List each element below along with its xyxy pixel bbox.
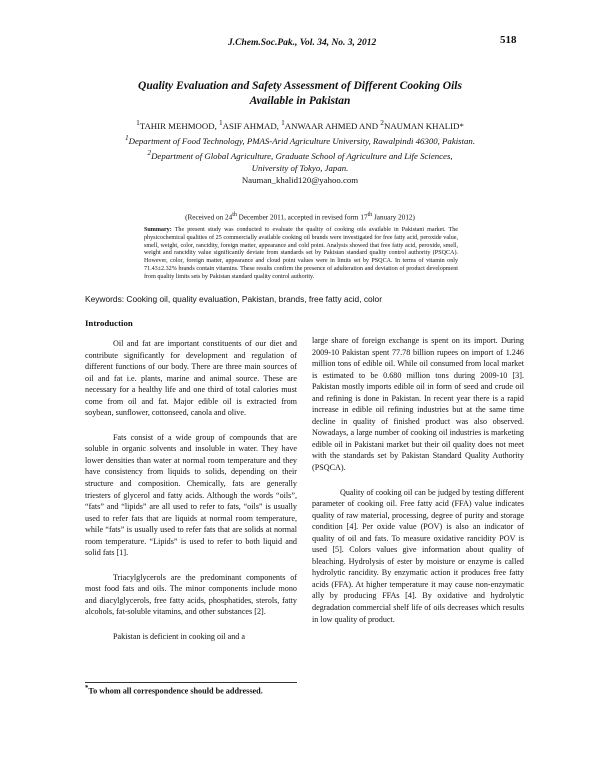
title-line-2: Available in Pakistan bbox=[249, 95, 351, 107]
paragraph: Fats consist of a wide group of compounds that are soluble in organic solvents and insoluble in water. They have lower densities than water at normal room temperature and they have consistency from liquids to solids, depending on their structure and composition. Chemically, fats are generally triesters of glycerol and fatty acids. Although the words “oils”, “fats” and “lipids” are all used to refer to fats, “oils” is usually used to refer fats that are liquids at normal room temperature, while “fats” is usually used to refer fats that are solids at normal room temperature. “Lipids” is used to refer to both liquid and solid fats [1]. bbox=[85, 432, 297, 558]
paragraph: large share of foreign exchange is spent on its import. During 2009-10 Pakistan spent 77.78 billion rupees on import of 1.246 million tons of edible oil. While oil consumed from local market is estimated to be 0.680 million tons during 2009-10 [3]. Pakistan mostly imports edible oil in form of seed and crude oil and refining is done in Pakistan. In recent year there is a rapid increase in edible oil refining industries but at the same time decline in quality of finished product was also observed. Nowadays, a large number of cooking oil industries is marketing edible oil in Pakistani market but their oil quality does not meet with the standards set by Pakistan Standard Quality Authority (PSQCA). bbox=[312, 336, 524, 473]
correspondence-footnote: *To whom all correspondence should be addressed. bbox=[85, 685, 263, 696]
received-dates: (Received on 24th December 2011, accepted in revised form 17th January 2012) bbox=[185, 212, 415, 222]
section-heading: Introduction bbox=[85, 318, 133, 328]
left-column bbox=[85, 338, 297, 643]
abstract bbox=[144, 227, 458, 282]
affiliation-2-cont: University of Tokyo, Japan. bbox=[251, 162, 349, 173]
right-column bbox=[312, 335, 524, 625]
abstract-text: The present study was conducted to evaluate the quality of cooking oils available in Pakistani market. The physicochemical qualities of 25 commercially available cooking oil brands were investigated for free fatty acid, peroxide value, smell, weight, color, rancidity, foreign matter, appearance and cold point. Analysis showed that free fatty acid, peroxide, smell, weight and rancidity value significantly deviate from standards set by Pakistan standard quality control authority (PSQCA). However, color, foreign matter, appearance and cloud point values were in limits set by PSQCA. In terms of vitamin only 71.43±2.32% brands contain vitamins. These results confirm the presence of adulteration and deviation of product development from quality limits sets by Pakistan standard quality control authority. bbox=[144, 227, 458, 280]
author-block bbox=[60, 117, 540, 186]
affiliation-2: $^2$Department of Global Agriculture, Graduate School of Agriculture and Life Sciences, bbox=[147, 147, 453, 161]
title-line-1: Quality Evaluation and Safety Assessment of Different Cooking Oils bbox=[138, 80, 462, 92]
abstract-label: Summary: bbox=[144, 227, 172, 233]
keywords: Keywords: Cooking oil, quality evaluation, Pakistan, brands, free fatty acid, color bbox=[85, 294, 383, 304]
paragraph: Quality of cooking oil can be judged by testing different parameter of cooking oil. Free fatty acid (FFA) value indicates quality of raw material, processing, degree of purity and storage condition [4]. Per oxide value (POV) is also an indicator of quality of oil and fats. To measure oxidative rancidity POV is used [5]. Colors values give information about quality of bleaching. Hydrolysis of ester by moisture or enzyme is called hydrolytic rancidity. By enzymatic action it produces free fatty acids (FFA). At higher temperature it may cause non-enzymatic ally by producing FFAs [4]. By oxidative and hydrolytic degradation commercial shelf life of oils decreases which results in low quality of product. bbox=[312, 487, 524, 624]
paragraph: Pakistan is deficient in cooking oil and a bbox=[113, 632, 246, 642]
affiliation-1: $^1$Department of Food Technology, PMAS-Arid Agriculture University, Rawalpindi 46300, Pakistan. bbox=[124, 132, 476, 146]
author-email: Nauman_khalid120@yahoo.com bbox=[241, 174, 359, 185]
author-names: $^1$TAHIR MEHMOOD, $^1$ASIF AHMAD, $^1$ANWAAR AHMED AND $^2$NAUMAN KHALID* bbox=[136, 118, 464, 131]
paper-title bbox=[80, 79, 520, 109]
paragraph: Oil and fat are important constituents of our diet and contribute significantly for development and regulation of different functions of our body. There are three main sources of oil and fat i.e. plants, marine and animal source. These are necessary for a healthy life and one third of total calories must come from oil and fat. Major edible oil is extracted from soybean, sunflower, cottonseed, canola and olive. bbox=[85, 339, 297, 418]
paragraph: Triacylglycerols are the predominant components of most food fats and oils. The minor components include mono and diacylglycerols, free fatty acids, phosphatides, sterols, fatty alcohols, fat-soluble vitamins, and other substances [2]. bbox=[85, 572, 297, 617]
footnote-divider bbox=[85, 682, 297, 683]
page-number: 518 bbox=[500, 34, 517, 46]
journal-header: J.Chem.Soc.Pak., Vol. 34, No. 3, 2012 bbox=[228, 38, 377, 48]
